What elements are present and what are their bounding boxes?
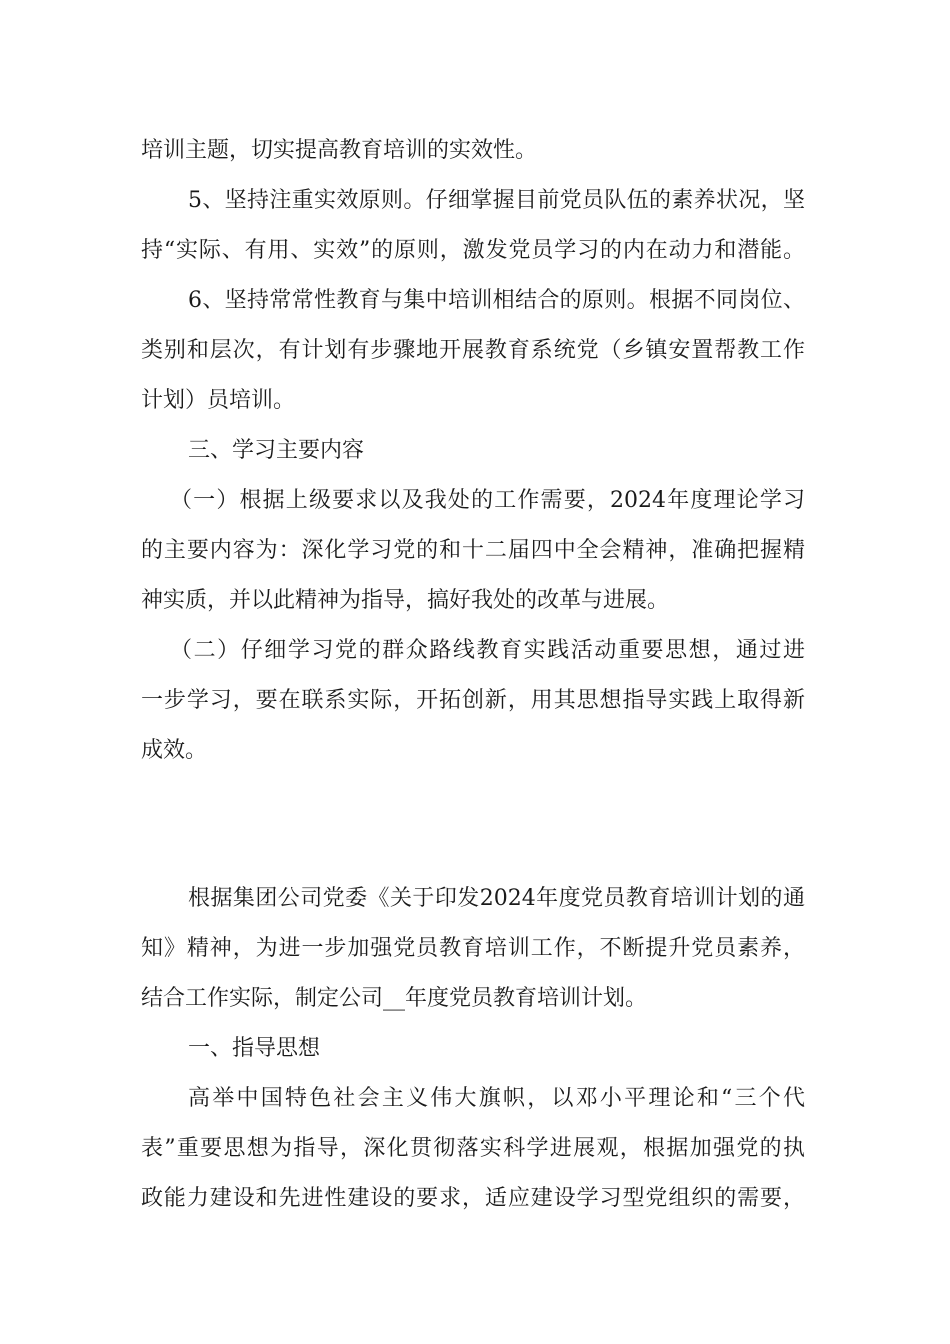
text-line: 成效。 [141,738,208,763]
text-line: 培训主题，切实提高教育培训的实效性。 [141,138,538,163]
section-heading: 一、指导思想 [188,1036,321,1061]
section-heading: 三、学习主要内容 [188,438,365,463]
text-line: 类别和层次，有计划有步骤地开展教育系统党（乡镇安置帮教工作 [141,338,805,363]
text-line: 高举中国特色社会主义伟大旗帜，以邓小平理论和“三个代 [188,1086,805,1111]
text-line: 5、坚持注重实效原则。仔细掌握目前党员队伍的素养状况，坚 [188,188,805,213]
text-line: 根据集团公司党委《关于印发2024年度党员教育培训计划的通 [188,886,805,911]
text-line: 持“实际、有用、实效”的原则，激发党员学习的内在动力和潜能。 [141,238,805,263]
text-line: （二）仔细学习党的群众路线教育实践活动重要思想，通过进 [170,638,805,663]
text-line: 政能力建设和先进性建设的要求，适应建设学习型党组织的需要， [141,1186,805,1211]
text-line: （一）根据上级要求以及我处的工作需要，2024年度理论学习 [170,488,805,513]
text-line: 一步学习，要在联系实际，开拓创新，用其思想指导实践上取得新 [141,688,805,713]
text-line: 的主要内容为：深化学习党的和十二届四中全会精神，准确把握精 [141,538,805,563]
text-line: 知》精神，为进一步加强党员教育培训工作，不断提升党员素养， [141,936,805,961]
text-line: 计划）员培训。 [141,388,296,413]
text-line: 结合工作实际，制定公司__年度党员教育培训计划。 [141,986,648,1011]
text-line: 6、坚持常常性教育与集中培训相结合的原则。根据不同岗位、 [188,288,805,313]
text-line: 神实质，并以此精神为指导，搞好我处的改革与进展。 [141,588,670,613]
text-line: 表”重要思想为指导，深化贯彻落实科学进展观，根据加强党的执 [141,1136,805,1161]
